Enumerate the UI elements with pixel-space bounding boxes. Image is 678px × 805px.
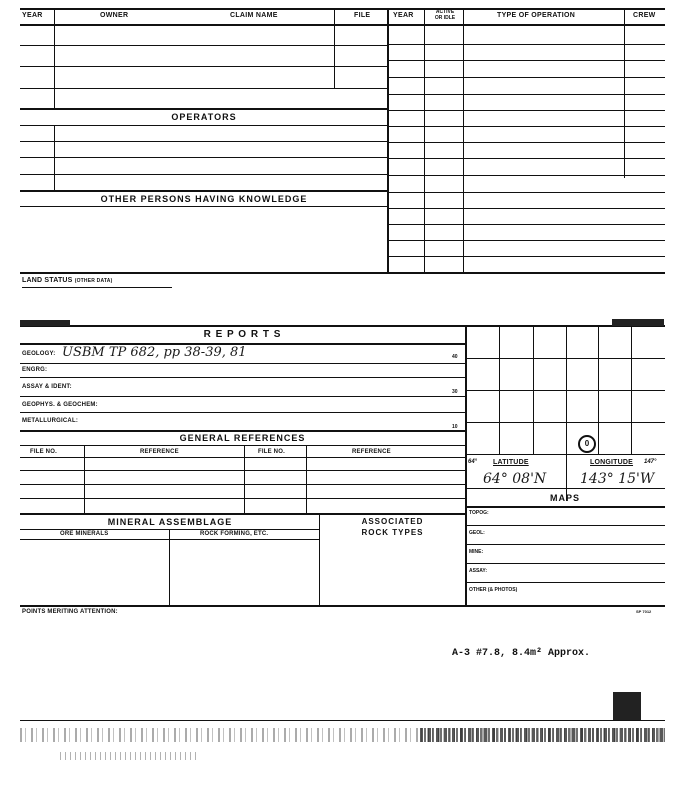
- report-row: [20, 412, 465, 413]
- scan-mark: [20, 320, 70, 326]
- operators-rule: [20, 125, 388, 126]
- grid-line: [84, 445, 85, 513]
- map-row: [465, 582, 665, 583]
- col-crew: CREW: [633, 12, 656, 19]
- op-row: [388, 208, 665, 209]
- op-row: [388, 224, 665, 225]
- grid-line: [54, 8, 55, 108]
- map-geol: GEOL:: [469, 530, 485, 536]
- operator-row: [20, 157, 388, 158]
- geophys-label: GEOPHYS. & GEOCHEM:: [22, 402, 98, 408]
- map-assay: ASSAY:: [469, 568, 488, 574]
- mineral-assemblage-title: MINERAL ASSEMBLAGE: [107, 517, 233, 527]
- other-persons-title: OTHER PERSONS HAVING KNOWLEDGE: [100, 194, 308, 204]
- loc-row: [465, 358, 665, 359]
- longitude-value: 143° 15'W: [580, 471, 655, 487]
- op-row: [388, 77, 665, 78]
- gr-file-no-2: FILE NO.: [258, 449, 285, 455]
- land-status-label: [22, 277, 112, 284]
- map-topog: TOPOG:: [469, 510, 489, 516]
- ma-header-rule: [20, 539, 320, 540]
- col-owner: OWNER: [100, 12, 129, 19]
- map-row: [465, 544, 665, 545]
- op-row: [388, 94, 665, 95]
- reports-top-rule: [20, 325, 665, 327]
- report-row: [20, 377, 465, 378]
- grid-line: [306, 445, 307, 513]
- report-row: [20, 363, 465, 364]
- scan-block: [613, 692, 641, 720]
- op-row: [388, 158, 665, 159]
- loc-row: [465, 422, 665, 423]
- operator-row: [20, 141, 388, 142]
- land-status-underline: [22, 287, 172, 288]
- op-row: [388, 175, 665, 176]
- scan-noise-dark: [420, 728, 665, 742]
- general-references-title: GENERAL REFERENCES: [179, 433, 306, 443]
- op-row: [388, 44, 665, 45]
- grid-line: [334, 8, 335, 88]
- longitude-label: LONGITUDE: [590, 459, 634, 466]
- op-row: [388, 192, 665, 193]
- geology-label: GEOLOGY:: [22, 351, 56, 357]
- engrg-label: ENGRG:: [22, 367, 48, 373]
- grid-line: [624, 8, 625, 178]
- col-active-idle: [428, 9, 462, 21]
- points-meriting-attention: POINTS MERITING ATTENTION:: [22, 609, 118, 615]
- ma-rule: [20, 529, 320, 530]
- bottom-rule: [20, 605, 665, 607]
- report-row: [20, 430, 465, 432]
- grid-line: [566, 326, 567, 501]
- rock-forming-label: ROCK FORMING, ETC.: [200, 531, 269, 537]
- land-status-sub: (OTHER DATA): [74, 278, 113, 284]
- gr-rule: [20, 445, 465, 446]
- active-label: ACTIVE: [435, 9, 455, 15]
- maps-rule: [465, 506, 665, 508]
- art-line1: ASSOCIATED: [361, 517, 424, 526]
- metallurgical-num: 10: [452, 424, 458, 430]
- owner-row: [20, 45, 388, 46]
- other-persons-rule: [20, 206, 388, 207]
- col-file: FILE: [354, 12, 371, 19]
- owner-row: [20, 88, 388, 89]
- typed-note: A-3 #7.8, 8.4m² Approx.: [452, 648, 591, 659]
- land-status-text: LAND STATUS: [22, 277, 73, 284]
- idle-label: OR IDLE: [434, 15, 456, 21]
- op-row: [388, 110, 665, 111]
- grid-line: [424, 8, 425, 273]
- col-year: YEAR: [22, 12, 43, 19]
- grid-line: [244, 445, 245, 513]
- op-row: [388, 240, 665, 241]
- gr-row: [20, 484, 465, 485]
- art-line2: ROCK TYPES: [361, 528, 424, 537]
- gr-reference-1: REFERENCE: [140, 449, 179, 455]
- op-row: [388, 256, 665, 257]
- latitude-value: 64° 08'N: [483, 471, 547, 487]
- loc-row: [465, 390, 665, 391]
- loc-rule: [465, 488, 665, 489]
- op-row: [388, 126, 665, 127]
- lat-prefix: 64°: [468, 459, 478, 465]
- loc-row: [465, 454, 665, 455]
- maps-title: MAPS: [549, 493, 580, 503]
- gr-row: [20, 498, 465, 499]
- map-mine: MINE:: [469, 549, 484, 555]
- owner-row: [20, 66, 388, 67]
- top-rule: [20, 8, 665, 10]
- map-other: OTHER (& PHOTOS): [469, 587, 518, 593]
- grid-line: [463, 8, 464, 273]
- operators-title: OPERATORS: [171, 112, 237, 122]
- map-row: [465, 525, 665, 526]
- operator-row: [20, 174, 388, 175]
- ore-minerals-label: ORE MINERALS: [60, 531, 109, 537]
- gr-row: [20, 470, 465, 471]
- circle-mark: 0: [578, 435, 596, 453]
- latitude-label: LATITUDE: [493, 459, 529, 466]
- owner-row: [20, 108, 388, 110]
- gr-bottom-rule: [20, 513, 465, 515]
- form-number: SP 7012: [636, 609, 652, 614]
- op-row: [388, 60, 665, 61]
- gr-header-rule: [20, 457, 465, 458]
- scan-noise: [60, 752, 200, 760]
- report-row: [20, 396, 465, 397]
- scan-line: [20, 720, 665, 721]
- header-under-rule: [20, 24, 665, 26]
- col-year-2: YEAR: [393, 12, 414, 19]
- operator-row: [20, 190, 388, 192]
- grid-line: [169, 529, 170, 605]
- lon-prefix: 147°: [644, 459, 657, 465]
- map-row: [465, 563, 665, 564]
- col-type-of-operation: TYPE OF OPERATION: [497, 12, 576, 19]
- gr-file-no-1: FILE NO.: [30, 449, 57, 455]
- gr-reference-2: REFERENCE: [352, 449, 391, 455]
- scan-mark: [612, 319, 664, 326]
- associated-rock-types: [320, 516, 465, 538]
- assay-label: ASSAY & IDENT:: [22, 384, 72, 390]
- section-rule: [20, 272, 665, 274]
- geology-value: USBM TP 682, pp 38-39, 81: [62, 345, 247, 360]
- reports-title: R E P O R T S: [203, 329, 282, 340]
- col-claim-name: CLAIM NAME: [230, 12, 278, 19]
- assay-num: 30: [452, 389, 458, 395]
- op-row: [388, 142, 665, 143]
- geology-num: 40: [452, 354, 458, 360]
- reports-right-divider: [465, 325, 467, 607]
- metallurgical-label: METALLURGICAL:: [22, 418, 79, 424]
